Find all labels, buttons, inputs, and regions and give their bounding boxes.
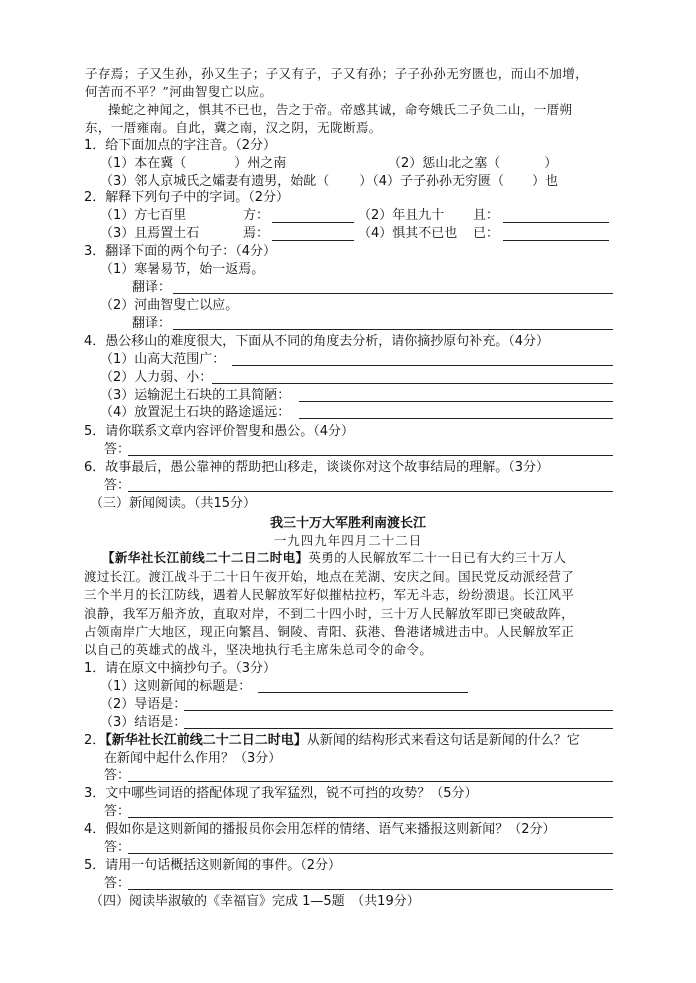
q3-answer-line-2[interactable] bbox=[173, 315, 613, 330]
section3-heading: （三）新闻阅读。（共15分） bbox=[90, 496, 257, 511]
n2-answer-line[interactable] bbox=[128, 767, 613, 782]
q1-item-2 bbox=[388, 153, 557, 173]
n1-item-2: （2）导语是： bbox=[100, 697, 187, 712]
q1-blank-2[interactable] bbox=[500, 153, 544, 167]
passage-line-1: 子存焉；子又生孙，孙又生子；子又有子，子又有孙；子子孙孙无穷匮也，而山不加增， bbox=[85, 66, 589, 81]
n1-item-3: （3）结语是： bbox=[100, 715, 187, 730]
q1-item-1 bbox=[100, 153, 286, 173]
q2-item-1: （1）方七百里 bbox=[100, 208, 187, 223]
n5-answer-label: 答： bbox=[104, 876, 131, 891]
n4-stem: 4．假如你是这则新闻的播报员你会用怎样的情绪、语气来播报这则新闻？（2分） bbox=[84, 822, 556, 837]
q1-item-2-text: （2）惩山北之塞（ bbox=[388, 156, 501, 171]
q2-item-4-key: 已： bbox=[473, 226, 500, 241]
q1-blank-1[interactable] bbox=[186, 153, 234, 167]
q3-item-2: （2）河曲智叟亡以应。 bbox=[100, 298, 239, 313]
n2-stem-line-2: 在新闻中起什么作用？（3分） bbox=[104, 751, 282, 766]
news-line-6: 以自己的英雄式的战斗，坚决地执行毛主席朱总司令的命令。 bbox=[84, 642, 433, 657]
n1-item-1: （1）这则新闻的标题是： bbox=[100, 679, 252, 694]
q5-answer-line[interactable] bbox=[128, 441, 613, 456]
q4-answer-line-2[interactable] bbox=[212, 369, 613, 384]
q2-item-3-key: 焉： bbox=[243, 226, 270, 241]
news-line-2: 渡过长江。渡江战斗于二十日午夜开始，地点在芜湖、安庆之间。国民党反动派经营了 bbox=[84, 569, 575, 584]
q1-stem: 1．给下面加点的字注音。（2分） bbox=[84, 138, 277, 153]
n2-answer-label: 答： bbox=[104, 768, 131, 783]
n5-stem: 5．请用一句话概括这则新闻的事件。（2分） bbox=[84, 858, 342, 873]
q2-blank-4[interactable] bbox=[503, 226, 609, 241]
news-line-3: 三个半月的长江防线，遇着人民解放军好似摧枯拉朽，军无斗志，纷纷溃退。长江风平 bbox=[84, 587, 575, 602]
n3-answer-line[interactable] bbox=[128, 803, 613, 818]
news-line-5: 占领南岸广大地区，现正向繁昌、铜陵、青阳、荻港、鲁港诸城进击中。人民解放军正 bbox=[84, 624, 575, 639]
news-date: 一九四九年四月二十二日 bbox=[273, 533, 423, 548]
q4-item-1: （1）山高大范围广： bbox=[100, 352, 226, 367]
q1-item-1-end: ）州之南 bbox=[234, 156, 287, 171]
n1-stem: 1．请在原文中摘抄句子。（3分） bbox=[84, 661, 277, 676]
q4-item-4: （4）放置泥土石块的路途遥远： bbox=[100, 405, 291, 420]
q2-item-1-key: 方： bbox=[243, 208, 270, 223]
q4-item-3: （3）运输泥土石块的工具简陋： bbox=[100, 388, 291, 403]
q6-stem: 6．故事最后，愚公靠神的帮助把山移走，谈谈你对这个故事结局的理解。（3分） bbox=[84, 460, 550, 475]
news-line-1 bbox=[102, 548, 566, 567]
q2-stem: 2．解释下列句子中的字词。（2分） bbox=[84, 190, 290, 205]
q3-stem: 3．翻译下面的两个句子：（4分） bbox=[84, 244, 277, 259]
n2-dateline: 【新华社长江前线二十二日二时电】 bbox=[105, 733, 307, 748]
q4-stem: 4．愚公移山的难度很大，下面从不同的角度去分析，请你摘抄原句补充。（4分） bbox=[84, 334, 550, 349]
q1-item-2-end: ） bbox=[544, 156, 558, 171]
q2-blank-1[interactable] bbox=[272, 208, 354, 223]
q1-blank-4[interactable] bbox=[504, 171, 532, 185]
q6-answer-label: 答： bbox=[104, 478, 131, 493]
q1-item-4-end: ）也 bbox=[532, 174, 559, 189]
q5-answer-label: 答： bbox=[104, 442, 131, 457]
q3-item-1: （1）寒暑易节，始一返焉。 bbox=[100, 262, 265, 277]
q3-translate-label-1: 翻译： bbox=[132, 280, 172, 295]
q2-blank-2[interactable] bbox=[503, 208, 609, 223]
q3-translate-label-2: 翻译： bbox=[132, 316, 172, 331]
q3-answer-line-1[interactable] bbox=[173, 279, 613, 294]
passage-line-3: 操蛇之神闻之，惧其不已也，告之于帝。帝感其诚，命夸娥氏二子负二山，一厝朔 bbox=[108, 102, 573, 117]
n2-stem bbox=[84, 731, 580, 750]
q6-answer-line[interactable] bbox=[128, 477, 613, 492]
n1-answer-line-1[interactable] bbox=[258, 678, 468, 693]
q4-answer-line-4[interactable] bbox=[299, 404, 613, 419]
q2-blank-3[interactable] bbox=[272, 226, 354, 241]
section4-heading: （四）阅读毕淑敏的《幸福盲》完成 1—5题 （共19分） bbox=[90, 894, 420, 909]
q5-stem: 5．请你联系文章内容评价智叟和愚公。（4分） bbox=[84, 424, 355, 439]
n1-answer-line-3[interactable] bbox=[184, 714, 613, 729]
n3-answer-label: 答： bbox=[104, 804, 131, 819]
q4-answer-line-3[interactable] bbox=[299, 387, 613, 402]
q4-answer-line-1[interactable] bbox=[232, 351, 613, 366]
n2-stem-rest: 从新闻的结构形式来看这句话是新闻的什么？它 bbox=[306, 733, 580, 748]
news-title: 我三十万大军胜利南渡长江 bbox=[269, 516, 426, 531]
q2-item-2: （2）年且九十 bbox=[358, 208, 445, 223]
q1-item-4-text: ）（4）子子孙孙无穷匮（ bbox=[359, 174, 505, 189]
q1-item-1-text: （1）本在冀（ bbox=[100, 156, 187, 171]
q2-item-2-key: 且： bbox=[473, 208, 500, 223]
passage-line-2: 何苦而不平？”河曲智叟亡以应。 bbox=[85, 84, 273, 99]
q1-blank-3[interactable] bbox=[329, 171, 359, 185]
n2-number: 2． bbox=[84, 733, 106, 748]
passage-line-4: 东，一厝雍南。自此，冀之南，汉之阴，无陇断焉。 bbox=[85, 120, 382, 135]
q2-item-3: （3）且焉置土石 bbox=[100, 226, 200, 241]
news-line-1-rest: 英勇的人民解放军二十一日已有大约三十万人 bbox=[308, 550, 567, 565]
n4-answer-line[interactable] bbox=[128, 839, 613, 854]
q2-item-4: （4）惧其不已也 bbox=[358, 226, 458, 241]
q4-item-2: （2）人力弱、小： bbox=[100, 370, 213, 385]
q1-item-3-text: （3）邻人京城氏之孀妻有遗男，始龀（ bbox=[100, 174, 330, 189]
news-dateline: 【新华社长江前线二十二日二时电】 bbox=[102, 550, 309, 565]
n3-stem: 3．文中哪些词语的搭配体现了我军猛烈，锐不可挡的攻势？（5分） bbox=[84, 786, 478, 801]
n1-answer-line-2[interactable] bbox=[184, 696, 613, 711]
n4-answer-label: 答： bbox=[104, 840, 131, 855]
n5-answer-line[interactable] bbox=[128, 875, 613, 890]
news-line-4: 浪静，我军万船齐放，直取对岸，不到二十四小时，三十万人民解放军即已突破敌阵， bbox=[84, 606, 575, 621]
